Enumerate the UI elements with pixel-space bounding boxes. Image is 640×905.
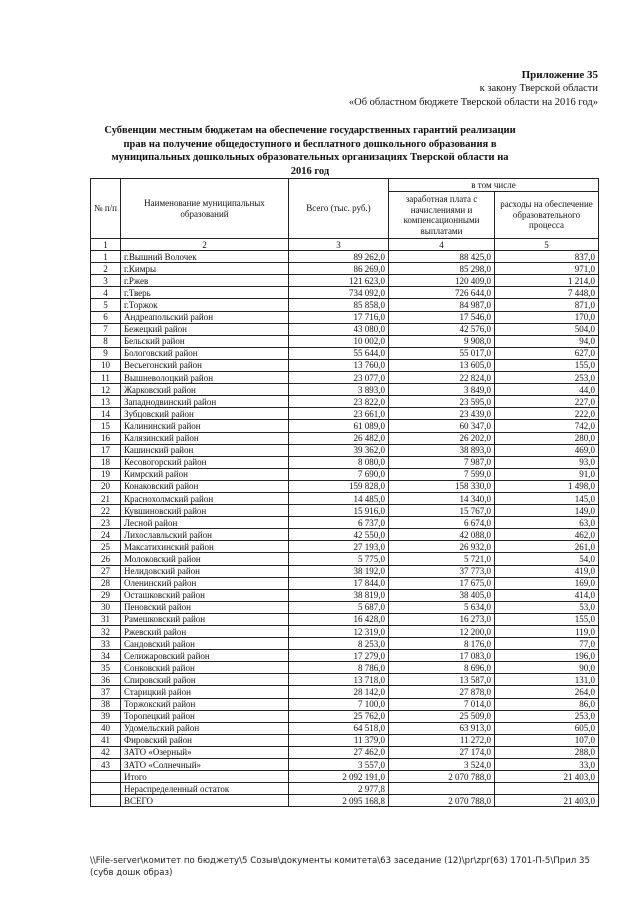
unallocated-row [91, 783, 599, 795]
municipality-name: Весьегонский район [121, 359, 289, 371]
municipality-name: ЗАТО «Озерный» [121, 746, 289, 758]
municipality-name: Сандовский район [121, 638, 289, 650]
table-row [91, 553, 599, 565]
total-value: 159 828,0 [289, 480, 389, 492]
expenses-value: 90,0 [495, 662, 599, 674]
total-label: ВСЕГО [121, 795, 289, 807]
municipality-name: Кувшиновский район [121, 505, 289, 517]
expenses-value: 469,0 [495, 444, 599, 456]
salary-value: 2 070 788,0 [389, 771, 495, 783]
municipality-name: Кашинский район [121, 444, 289, 456]
subtotal-row [91, 771, 599, 783]
municipality-name: Торжокский район [121, 698, 289, 710]
header-num: № п/п [91, 179, 121, 239]
municipality-name: г.Кимры [121, 263, 289, 275]
municipality-name: Лесной район [121, 517, 289, 529]
salary-value: 17 675,0 [389, 577, 495, 589]
expenses-value: 222,0 [495, 408, 599, 420]
table-row [91, 456, 599, 468]
total-value: 14 485,0 [289, 492, 389, 504]
row-number: 6 [91, 311, 121, 323]
municipality-name: Андреапольский район [121, 311, 289, 323]
municipality-name: ЗАТО «Солнечный» [121, 759, 289, 771]
salary-value: 5 634,0 [389, 601, 495, 613]
municipality-name: Ржевский район [121, 626, 289, 638]
expenses-value: 155,0 [495, 613, 599, 625]
table-row [91, 384, 599, 396]
total-value: 734 092,0 [289, 287, 389, 299]
row-number: 27 [91, 565, 121, 577]
salary-value: 27 174,0 [389, 746, 495, 758]
appendix-header [349, 68, 598, 110]
salary-value: 14 340,0 [389, 492, 495, 504]
total-value: 23 077,0 [289, 372, 389, 384]
expenses-value: 145,0 [495, 492, 599, 504]
municipality-name: Максатихинский район [121, 541, 289, 553]
municipality-name: Рамешковский район [121, 613, 289, 625]
total-value: 17 844,0 [289, 577, 389, 589]
municipality-name: Пеновский район [121, 601, 289, 613]
expenses-value: 1 498,0 [495, 480, 599, 492]
table-row [91, 746, 599, 758]
municipality-name: Вышневолоцкий район [121, 372, 289, 384]
salary-value: 2 070 788,0 [389, 795, 495, 807]
row-number: 41 [91, 734, 121, 746]
row-number: 8 [91, 335, 121, 347]
municipality-name: Сонковский район [121, 662, 289, 674]
municipality-name: г.Вышний Волочек [121, 251, 289, 263]
salary-value: 158 330,0 [389, 480, 495, 492]
total-value: 3 557,0 [289, 759, 389, 771]
table-row [91, 565, 599, 577]
salary-value: 15 767,0 [389, 505, 495, 517]
expenses-value: 149,0 [495, 505, 599, 517]
total-value: 7 690,0 [289, 468, 389, 480]
total-value: 85 858,0 [289, 299, 389, 311]
salary-value: 55 017,0 [389, 347, 495, 359]
index-cell: 3 [289, 239, 389, 251]
expenses-value: 7 448,0 [495, 287, 599, 299]
municipality-name: Старицкий район [121, 686, 289, 698]
municipality-name: Оленинский район [121, 577, 289, 589]
expenses-value: 742,0 [495, 420, 599, 432]
table-row [91, 275, 599, 287]
row-number: 28 [91, 577, 121, 589]
expenses-value: 871,0 [495, 299, 599, 311]
salary-value: 8 176,0 [389, 638, 495, 650]
expenses-value: 77,0 [495, 638, 599, 650]
table-row [91, 323, 599, 335]
expenses-value: 462,0 [495, 529, 599, 541]
header-salary: заработная плата с начислениями и компенсационными выплатами [389, 192, 495, 239]
empty-cell [91, 795, 121, 807]
expenses-value [495, 783, 599, 795]
total-value: 43 080,0 [289, 323, 389, 335]
table-row [91, 698, 599, 710]
empty-cell [91, 783, 121, 795]
salary-value: 17 083,0 [389, 650, 495, 662]
row-number: 22 [91, 505, 121, 517]
row-number: 43 [91, 759, 121, 771]
row-number: 15 [91, 420, 121, 432]
salary-value: 42 576,0 [389, 323, 495, 335]
table-row [91, 674, 599, 686]
row-number: 36 [91, 674, 121, 686]
table-body [91, 239, 599, 807]
municipality-name: Удомельский район [121, 722, 289, 734]
total-value: 64 518,0 [289, 722, 389, 734]
total-value: 26 482,0 [289, 432, 389, 444]
table-row [91, 529, 599, 541]
row-number: 33 [91, 638, 121, 650]
table-row [91, 601, 599, 613]
municipality-name: Кесовогорский район [121, 456, 289, 468]
salary-value: 13 605,0 [389, 359, 495, 371]
table-row [91, 650, 599, 662]
table-row [91, 613, 599, 625]
expenses-value: 93,0 [495, 456, 599, 468]
total-value: 10 002,0 [289, 335, 389, 347]
municipality-name: Жарковский район [121, 384, 289, 396]
total-value: 2 095 168,8 [289, 795, 389, 807]
total-value: 16 428,0 [289, 613, 389, 625]
expenses-value: 33,0 [495, 759, 599, 771]
row-number: 38 [91, 698, 121, 710]
municipality-name: Бологовский район [121, 347, 289, 359]
table-row [91, 396, 599, 408]
row-number: 26 [91, 553, 121, 565]
table-row [91, 335, 599, 347]
salary-value: 88 425,0 [389, 251, 495, 263]
expenses-value: 119,0 [495, 626, 599, 638]
total-value: 23 822,0 [289, 396, 389, 408]
expenses-value: 155,0 [495, 359, 599, 371]
municipality-name: Краснохолмский район [121, 492, 289, 504]
index-cell: 4 [389, 239, 495, 251]
salary-value: 27 878,0 [389, 686, 495, 698]
total-value: 38 819,0 [289, 589, 389, 601]
row-number: 29 [91, 589, 121, 601]
municipality-name: Торопецкий район [121, 710, 289, 722]
column-index-row [91, 239, 599, 251]
expenses-value: 54,0 [495, 553, 599, 565]
table-row [91, 638, 599, 650]
total-value: 27 462,0 [289, 746, 389, 758]
municipality-name: Фировский район [121, 734, 289, 746]
total-value: 12 319,0 [289, 626, 389, 638]
salary-value: 26 932,0 [389, 541, 495, 553]
total-value: 28 142,0 [289, 686, 389, 698]
total-value: 61 089,0 [289, 420, 389, 432]
table-row [91, 722, 599, 734]
table-row [91, 347, 599, 359]
index-cell: 1 [91, 239, 121, 251]
table-row [91, 311, 599, 323]
appendix-title: Приложение 35 [521, 69, 598, 81]
expenses-value: 169,0 [495, 577, 599, 589]
table-row [91, 468, 599, 480]
row-number: 23 [91, 517, 121, 529]
total-value: 38 192,0 [289, 565, 389, 577]
total-value: 15 916,0 [289, 505, 389, 517]
header-expenses: расходы на обеспечение образовательного процесса [495, 192, 599, 239]
row-number: 18 [91, 456, 121, 468]
total-value: 55 644,0 [289, 347, 389, 359]
municipality-name: г.Тверь [121, 287, 289, 299]
table-row [91, 492, 599, 504]
document-title: Субвенции местным бюджетам на обеспечение государственных гарантий реализации прав на получение общедоступного и бесплатного дошкольного образования в муниципальных дошкольных образовательных организациях Тверской области на 2016 год [104, 125, 516, 177]
row-number: 25 [91, 541, 121, 553]
salary-value: 120 409,0 [389, 275, 495, 287]
salary-value: 6 674,0 [389, 517, 495, 529]
salary-value: 3 849,0 [389, 384, 495, 396]
municipality-name: Конаковский район [121, 480, 289, 492]
expenses-value: 44,0 [495, 384, 599, 396]
total-value: 13 760,0 [289, 359, 389, 371]
salary-value: 38 893,0 [389, 444, 495, 456]
total-value: 27 193,0 [289, 541, 389, 553]
municipality-name: Нелидовский район [121, 565, 289, 577]
municipality-name: Лихославльский район [121, 529, 289, 541]
expenses-value: 1 214,0 [495, 275, 599, 287]
municipality-name: г.Торжок [121, 299, 289, 311]
total-value: 17 279,0 [289, 650, 389, 662]
subventions-table [90, 178, 599, 807]
expenses-value: 196,0 [495, 650, 599, 662]
municipality-name: Осташковский район [121, 589, 289, 601]
expenses-value: 837,0 [495, 251, 599, 263]
table-row [91, 299, 599, 311]
salary-value: 16 273,0 [389, 613, 495, 625]
salary-value: 38 405,0 [389, 589, 495, 601]
salary-value: 84 987,0 [389, 299, 495, 311]
table-row [91, 517, 599, 529]
expenses-value: 280,0 [495, 432, 599, 444]
total-value: 2 977,8 [289, 783, 389, 795]
table-row [91, 577, 599, 589]
row-number: 14 [91, 408, 121, 420]
municipality-name: Бежецкий район [121, 323, 289, 335]
table-row [91, 420, 599, 432]
table-row [91, 359, 599, 371]
salary-value: 22 824,0 [389, 372, 495, 384]
header-total: Всего (тыс. руб.) [289, 179, 389, 239]
municipality-name: Бельский район [121, 335, 289, 347]
row-number: 11 [91, 372, 121, 384]
total-value: 89 262,0 [289, 251, 389, 263]
total-label: Нераспределенный остаток [121, 783, 289, 795]
row-number: 13 [91, 396, 121, 408]
appendix-law-line: к закону Тверской области [479, 83, 598, 94]
file-path-footer: \\File-server\комитет по бюджету\5 Созыв\документы комитета\63 заседание (12)\pr\zpr(63) 1701-П-5\Прил 35 (субв дошк образ) [90, 856, 590, 878]
salary-value: 726 644,0 [389, 287, 495, 299]
row-number: 39 [91, 710, 121, 722]
table-row [91, 263, 599, 275]
row-number: 35 [91, 662, 121, 674]
expenses-value: 227,0 [495, 396, 599, 408]
total-value: 2 092 191,0 [289, 771, 389, 783]
expenses-value: 253,0 [495, 372, 599, 384]
salary-value: 42 088,0 [389, 529, 495, 541]
row-number: 37 [91, 686, 121, 698]
total-value: 121 623,0 [289, 275, 389, 287]
salary-value: 3 524,0 [389, 759, 495, 771]
table-row [91, 408, 599, 420]
table-row [91, 589, 599, 601]
municipality-name: Кимрский район [121, 468, 289, 480]
row-number: 1 [91, 251, 121, 263]
salary-value: 63 913,0 [389, 722, 495, 734]
municipality-name: Молоковский район [121, 553, 289, 565]
row-number: 5 [91, 299, 121, 311]
municipality-name: Калининский район [121, 420, 289, 432]
row-number: 7 [91, 323, 121, 335]
row-number: 42 [91, 746, 121, 758]
expenses-value: 627,0 [495, 347, 599, 359]
expenses-value: 419,0 [495, 565, 599, 577]
grand-total-row [91, 795, 599, 807]
municipality-name: г.Ржев [121, 275, 289, 287]
municipality-name: Селижаровский район [121, 650, 289, 662]
salary-value: 25 509,0 [389, 710, 495, 722]
municipality-name: Спировский район [121, 674, 289, 686]
row-number: 17 [91, 444, 121, 456]
table-row [91, 541, 599, 553]
table-row [91, 734, 599, 746]
table-row [91, 432, 599, 444]
row-number: 10 [91, 359, 121, 371]
row-number: 30 [91, 601, 121, 613]
municipality-name: Калязинский район [121, 432, 289, 444]
salary-value: 8 696,0 [389, 662, 495, 674]
index-cell: 5 [495, 239, 599, 251]
salary-value [389, 783, 495, 795]
total-value: 8 253,0 [289, 638, 389, 650]
total-value: 23 661,0 [289, 408, 389, 420]
expenses-value: 53,0 [495, 601, 599, 613]
row-number: 34 [91, 650, 121, 662]
expenses-value: 86,0 [495, 698, 599, 710]
total-value: 25 762,0 [289, 710, 389, 722]
total-value: 17 716,0 [289, 311, 389, 323]
total-value: 13 718,0 [289, 674, 389, 686]
row-number: 2 [91, 263, 121, 275]
expenses-value: 971,0 [495, 263, 599, 275]
total-value: 11 379,0 [289, 734, 389, 746]
expenses-value: 94,0 [495, 335, 599, 347]
row-number: 3 [91, 275, 121, 287]
row-number: 21 [91, 492, 121, 504]
expenses-value: 21 403,0 [495, 771, 599, 783]
salary-value: 5 721,0 [389, 553, 495, 565]
empty-cell [91, 771, 121, 783]
total-value: 5 687,0 [289, 601, 389, 613]
expenses-value: 605,0 [495, 722, 599, 734]
total-value: 5 775,0 [289, 553, 389, 565]
row-number: 24 [91, 529, 121, 541]
total-value: 6 737,0 [289, 517, 389, 529]
total-value: 42 550,0 [289, 529, 389, 541]
expenses-value: 288,0 [495, 746, 599, 758]
row-number: 40 [91, 722, 121, 734]
salary-value: 23 439,0 [389, 408, 495, 420]
expenses-value: 253,0 [495, 710, 599, 722]
municipality-name: Зубцовский район [121, 408, 289, 420]
salary-value: 23 595,0 [389, 396, 495, 408]
expenses-value: 63,0 [495, 517, 599, 529]
row-number: 19 [91, 468, 121, 480]
row-number: 20 [91, 480, 121, 492]
salary-value: 85 298,0 [389, 263, 495, 275]
expenses-value: 91,0 [495, 468, 599, 480]
table-row [91, 710, 599, 722]
salary-value: 7 599,0 [389, 468, 495, 480]
row-number: 9 [91, 347, 121, 359]
expenses-value: 107,0 [495, 734, 599, 746]
row-number: 32 [91, 626, 121, 638]
salary-value: 7 014,0 [389, 698, 495, 710]
expenses-value: 264,0 [495, 686, 599, 698]
salary-value: 13 587,0 [389, 674, 495, 686]
table-row [91, 626, 599, 638]
header-including: в том числе [389, 179, 599, 192]
salary-value: 26 202,0 [389, 432, 495, 444]
row-number: 12 [91, 384, 121, 396]
table-row [91, 372, 599, 384]
expenses-value: 414,0 [495, 589, 599, 601]
index-cell: 2 [121, 239, 289, 251]
table-row [91, 444, 599, 456]
table-row [91, 505, 599, 517]
table-row [91, 480, 599, 492]
row-number: 16 [91, 432, 121, 444]
expenses-value: 131,0 [495, 674, 599, 686]
table-row [91, 759, 599, 771]
salary-value: 17 546,0 [389, 311, 495, 323]
expenses-value: 21 403,0 [495, 795, 599, 807]
municipality-name: Западнодвинский район [121, 396, 289, 408]
salary-value: 60 347,0 [389, 420, 495, 432]
salary-value: 11 272,0 [389, 734, 495, 746]
salary-value: 37 773,0 [389, 565, 495, 577]
expenses-value: 261,0 [495, 541, 599, 553]
row-number: 4 [91, 287, 121, 299]
total-value: 8 080,0 [289, 456, 389, 468]
table-row [91, 287, 599, 299]
salary-value: 9 908,0 [389, 335, 495, 347]
table-row [91, 686, 599, 698]
expenses-value: 170,0 [495, 311, 599, 323]
table-row [91, 251, 599, 263]
table-row [91, 662, 599, 674]
salary-value: 12 200,0 [389, 626, 495, 638]
total-value: 3 893,0 [289, 384, 389, 396]
total-value: 7 100,0 [289, 698, 389, 710]
row-number: 31 [91, 613, 121, 625]
total-value: 39 362,0 [289, 444, 389, 456]
header-name: Наименование муниципальных образований [121, 179, 289, 239]
expenses-value: 504,0 [495, 323, 599, 335]
appendix-budget-line: «Об областном бюджете Тверской области на 2016 год» [348, 97, 598, 108]
total-value: 86 269,0 [289, 263, 389, 275]
salary-value: 7 987,0 [389, 456, 495, 468]
total-label: Итого [121, 771, 289, 783]
total-value: 8 786,0 [289, 662, 389, 674]
